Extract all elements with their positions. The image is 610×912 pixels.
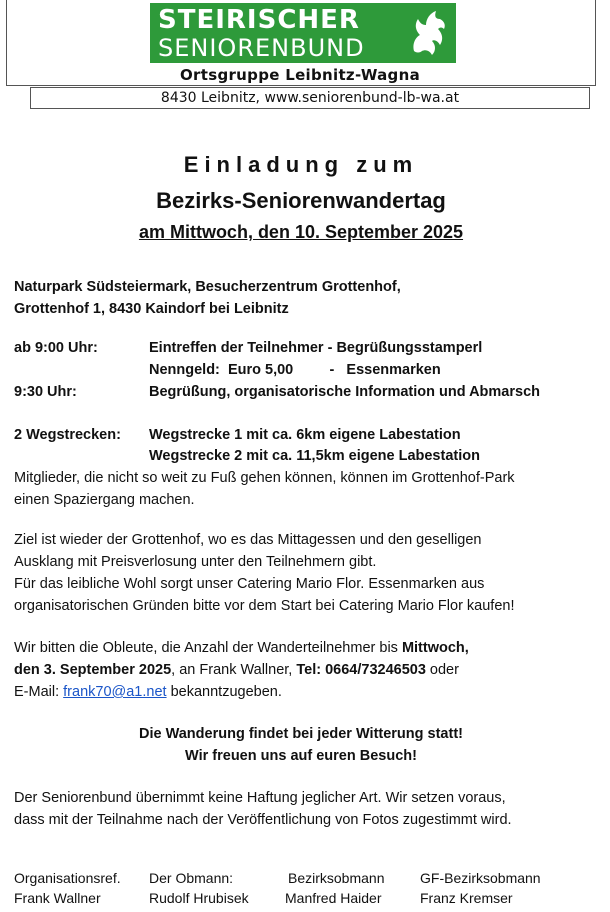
signature-role-1: Organisationsref.: [14, 870, 121, 886]
goal-line4: organisatorischen Gründen bitte vor dem Start bei Catering Mario Flor kaufen!: [14, 598, 515, 614]
disclaimer-line1: Der Seniorenbund übernimmt keine Haftung jeglicher Art. Wir setzen voraus,: [14, 790, 506, 806]
register-text-2: , an Frank Wallner,: [171, 662, 297, 678]
signature-name-1: Frank Wallner: [14, 890, 101, 906]
signature-name-4: Franz Kremser: [420, 890, 513, 906]
register-line3: [14, 681, 282, 703]
logo-line1: STEIRISCHER: [158, 4, 360, 35]
email-link[interactable]: frank70@a1.net: [63, 684, 167, 700]
register-deadline-weekday: Mittwoch,: [401, 640, 469, 656]
register-line2: [14, 659, 459, 681]
route-2: Wegstrecke 2 mit ca. 11,5km eigene Labestation: [149, 448, 480, 464]
route-1: Wegstrecke 1 mit ca. 6km eigene Labestation: [149, 427, 461, 443]
goal-line2: Ausklang mit Preisverlosung unter den Teilnehmern gibt.: [14, 554, 377, 570]
signature-name-2: Rudolf Hrubisek: [149, 890, 249, 906]
location-line2: Grottenhof 1, 8430 Kaindorf bei Leibnitz: [14, 301, 289, 317]
schedule-time-2: 9:30 Uhr:: [14, 384, 77, 400]
location-line1: Naturpark Südsteiermark, Besucherzentrum Grottenhof,: [14, 279, 401, 295]
title-invitation: Einladung zum: [183, 152, 419, 177]
register-email-label: E-Mail:: [14, 684, 64, 700]
org-name: Ortsgruppe Leibnitz-Wagna: [180, 66, 420, 84]
schedule-time-1: ab 9:00 Uhr:: [14, 340, 98, 356]
members-line2: einen Spaziergang machen.: [14, 492, 195, 508]
title-event: Bezirks-Seniorenwandertag: [156, 188, 446, 213]
goal-line3: Für das leibliche Wohl sorgt unser Catering Mario Flor. Essenmarken aus: [14, 576, 485, 592]
register-text-5: bekanntzugeben.: [166, 684, 282, 700]
register-deadline-date: den 3. September 2025: [14, 662, 172, 678]
routes-label: 2 Wegstrecken:: [14, 427, 121, 443]
goal-line1: Ziel ist wieder der Grottenhof, wo es das Mittagessen und den geselligen: [14, 532, 482, 548]
register-line1: [14, 637, 469, 659]
address-line: 8430 Leibnitz, www.seniorenbund-lb-wa.at: [30, 87, 590, 109]
schedule-item-1b: Nenngeld: Euro 5,00 - Essenmarken: [149, 362, 441, 378]
register-text-1: Wir bitten die Obleute, die Anzahl der Wanderteilnehmer bis: [14, 640, 402, 656]
schedule-item-2: Begrüßung, organisatorische Information und Abmarsch: [149, 384, 540, 400]
signature-role-3: Bezirksobmann: [288, 870, 385, 886]
closing-greeting: Wir freuen uns auf euren Besuch!: [185, 748, 417, 764]
signature-role-4: GF-Bezirksobmann: [420, 870, 541, 886]
signature-role-2: Der Obmann:: [149, 870, 234, 886]
schedule-item-1a: Eintreffen der Teilnehmer - Begrüßungsstamperl: [149, 340, 483, 356]
disclaimer-line2: dass mit der Teilnahme nach der Veröffentlichung von Fotos zugestimmt wird.: [14, 812, 512, 828]
register-text-3: oder: [425, 662, 459, 678]
panther-emblem-icon: [404, 7, 450, 59]
signature-name-3: Manfred Haider: [285, 890, 382, 906]
members-line1: Mitglieder, die nicht so weit zu Fuß gehen können, können im Grottenhof-Park: [14, 470, 515, 486]
logo-line2: SENIORENBUND: [158, 33, 365, 62]
title-date: am Mittwoch, den 10. September 2025: [138, 222, 464, 242]
weather-notice: Die Wanderung findet bei jeder Witterung statt!: [139, 726, 463, 742]
seniorenbund-logo: [150, 3, 456, 63]
register-phone: Tel: 0664/73246503: [296, 662, 426, 678]
